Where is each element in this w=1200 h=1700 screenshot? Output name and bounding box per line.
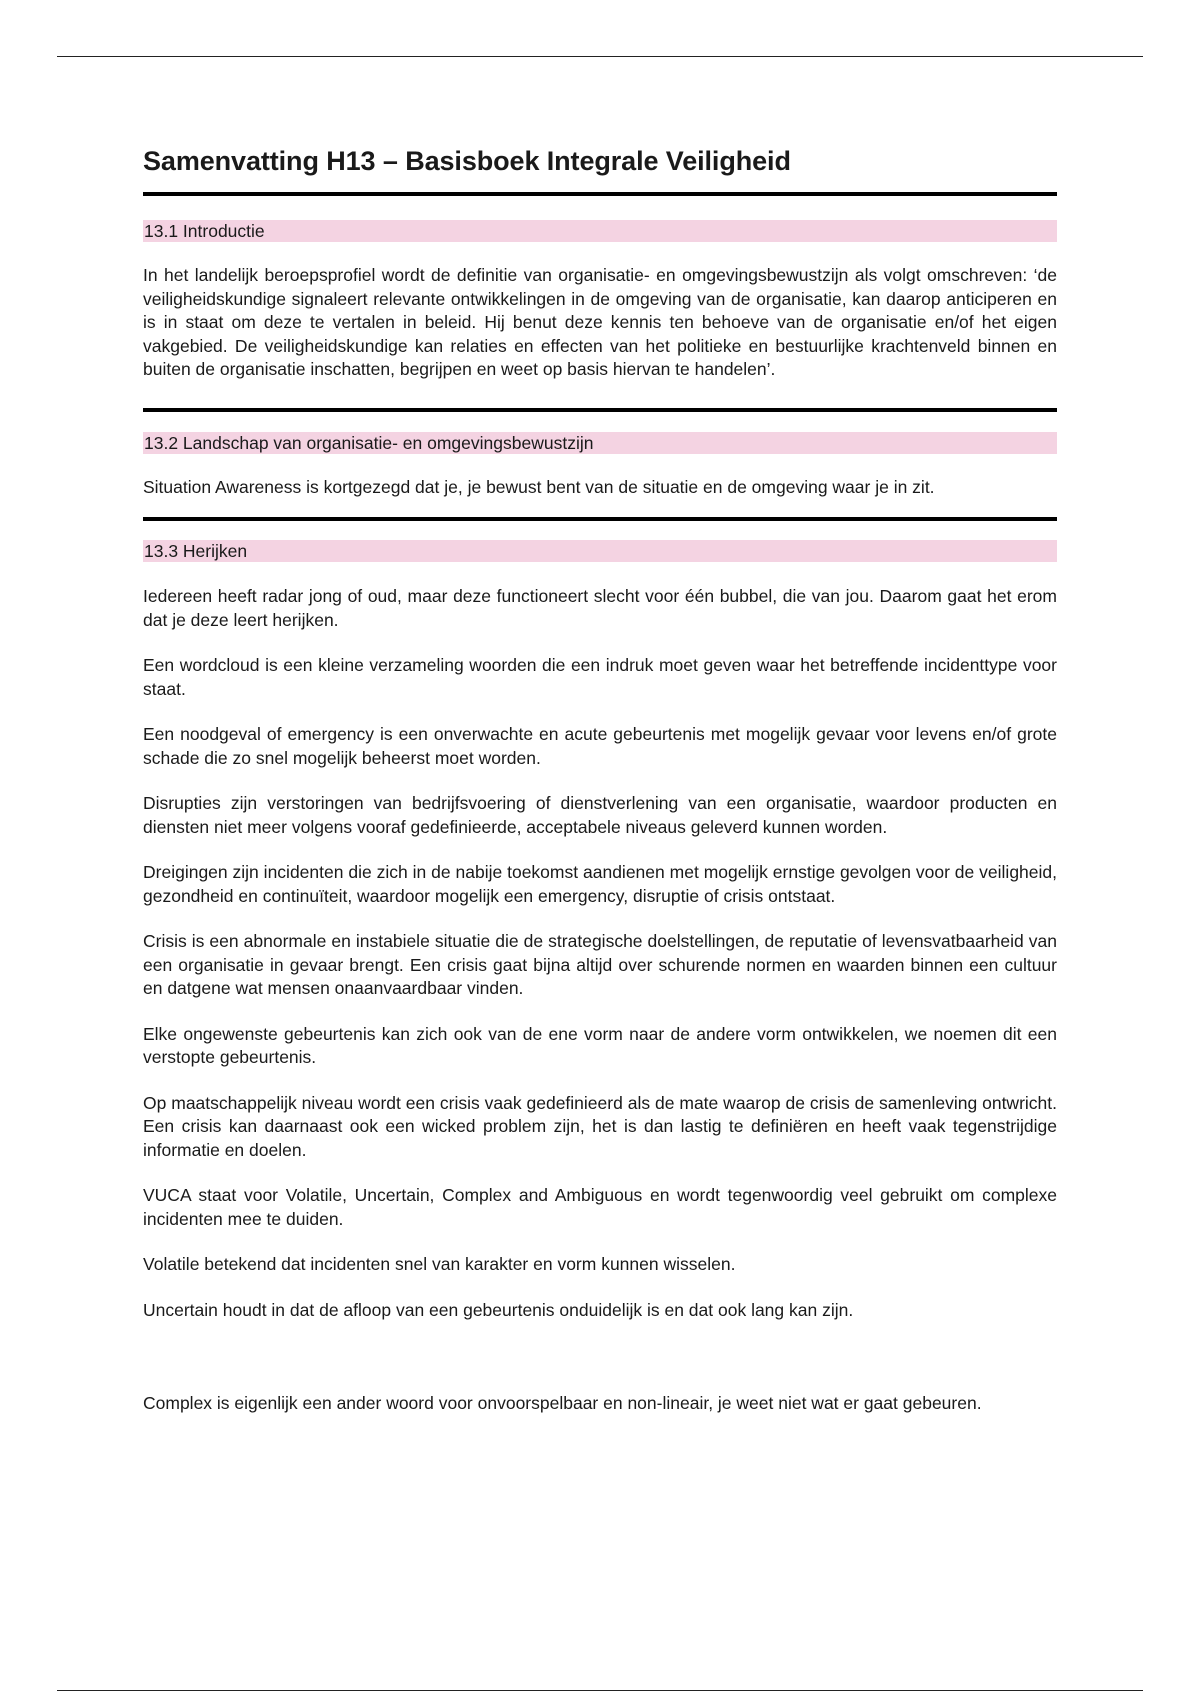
- section-introductie: [143, 220, 1057, 382]
- section-paragraph: Op maatschappelijk niveau wordt een crisis vaak gedefinieerd als de mate waarop de crisis de samenleving ontwricht. Een crisis kan daarnaast ook een wicked problem zijn, het is dan lastig te definiëren en heeft vaak tegenstrijdige informatie en doelen.: [143, 1092, 1057, 1160]
- section-paragraph: Een noodgeval of emergency is een onverwachte en acute gebeurtenis met mogelijk gevaar voor levens en/of grote schade die zo snel mogelijk beheerst moet worden.: [143, 724, 1057, 768]
- section-paragraph: Dreigingen zijn incidenten die zich in de nabije toekomst aandienen met mogelijk ernstige gevolgen voor de veiligheid, gezondheid en continuïteit, waardoor mogelijk een emergency, disruptie of crisis ontstaat.: [143, 862, 1057, 906]
- document-title: Samenvatting H13 – Basisboek Integrale Veiligheid: [143, 146, 791, 176]
- section-paragraph: Volatile betekend dat incidenten snel van karakter en vorm kunnen wisselen.: [143, 1254, 736, 1274]
- page-bottom-rule: [57, 1690, 1143, 1691]
- section-heading: 13.2 Landschap van organisatie- en omgevingsbewustzijn: [143, 432, 1057, 454]
- section-paragraph: Complex is eigenlijk een ander woord voor onvoorspelbaar en non-lineair, je weet niet wat er gaat gebeuren.: [143, 1393, 982, 1413]
- page-top-rule: [57, 56, 1143, 57]
- title-divider: [143, 192, 1057, 196]
- section-heading: 13.1 Introductie: [143, 220, 1057, 242]
- section-herijken: [143, 540, 1057, 1416]
- section-paragraph: Crisis is een abnormale en instabiele situatie die de strategische doelstellingen, de reputatie of levensvatbaarheid van een organisatie in gevaar brengt. Een crisis gaat bijna altijd over schurende normen en waarden binnen een cultuur en datgene wat mensen onaanvaardbaar vinden.: [143, 931, 1057, 998]
- document-body: [143, 142, 1057, 1416]
- section-paragraph: Elke ongewenste gebeurtenis kan zich ook van de ene vorm naar de andere vorm ontwikkelen, we noemen dit een verstopte gebeurtenis.: [143, 1023, 1057, 1067]
- section-paragraph: VUCA staat voor Volatile, Uncertain, Complex and Ambiguous en wordt tegenwoordig veel gebruikt om complexe incidenten mee te duiden.: [143, 1185, 1057, 1229]
- paragraph-list: [143, 585, 1057, 1416]
- section-divider: [143, 517, 1057, 521]
- section-paragraph: Een wordcloud is een kleine verzameling woorden die een indruk moet geven waar het betreffende incidenttype voor staat.: [143, 655, 1057, 699]
- section-heading: 13.3 Herijken: [143, 540, 1057, 562]
- section-landschap: [143, 432, 1057, 500]
- section-divider: [143, 408, 1057, 412]
- section-paragraph: Situation Awareness is kortgezegd dat je, je bewust bent van de situatie en de omgeving waar je in zit.: [143, 476, 935, 497]
- section-paragraph: In het landelijk beroepsprofiel wordt de definitie van organisatie- en omgevingsbewustzijn als volgt omschreven: ‘de veiligheidskundige signaleert relevante ontwikkelingen in de omgeving van de organisatie, kan daarop anticiperen en is in staat om deze te vertalen in beleid. Hij benut deze kennis ten behoeve van de organisatie en/of het eigen vakgebied. De veiligheidskundige kan relaties en effecten van het politieke en bestuurlijke krachtenveld binnen en buiten de organisatie inschatten, begrijpen en weet op basis hiervan te handelen’.: [143, 265, 1057, 379]
- section-paragraph: Iedereen heeft radar jong of oud, maar deze functioneert slecht voor één bubbel, die van jou. Daarom gaat het erom dat je deze leert herijken.: [143, 586, 1057, 630]
- section-paragraph: Disrupties zijn verstoringen van bedrijfsvoering of dienstverlening van een organisatie, waardoor producten en diensten niet meer volgens vooraf gedefinieerde, acceptabele niveaus geleverd kunnen worden.: [143, 793, 1057, 837]
- section-paragraph: Uncertain houdt in dat de afloop van een gebeurtenis onduidelijk is en dat ook lang kan zijn.: [143, 1299, 854, 1320]
